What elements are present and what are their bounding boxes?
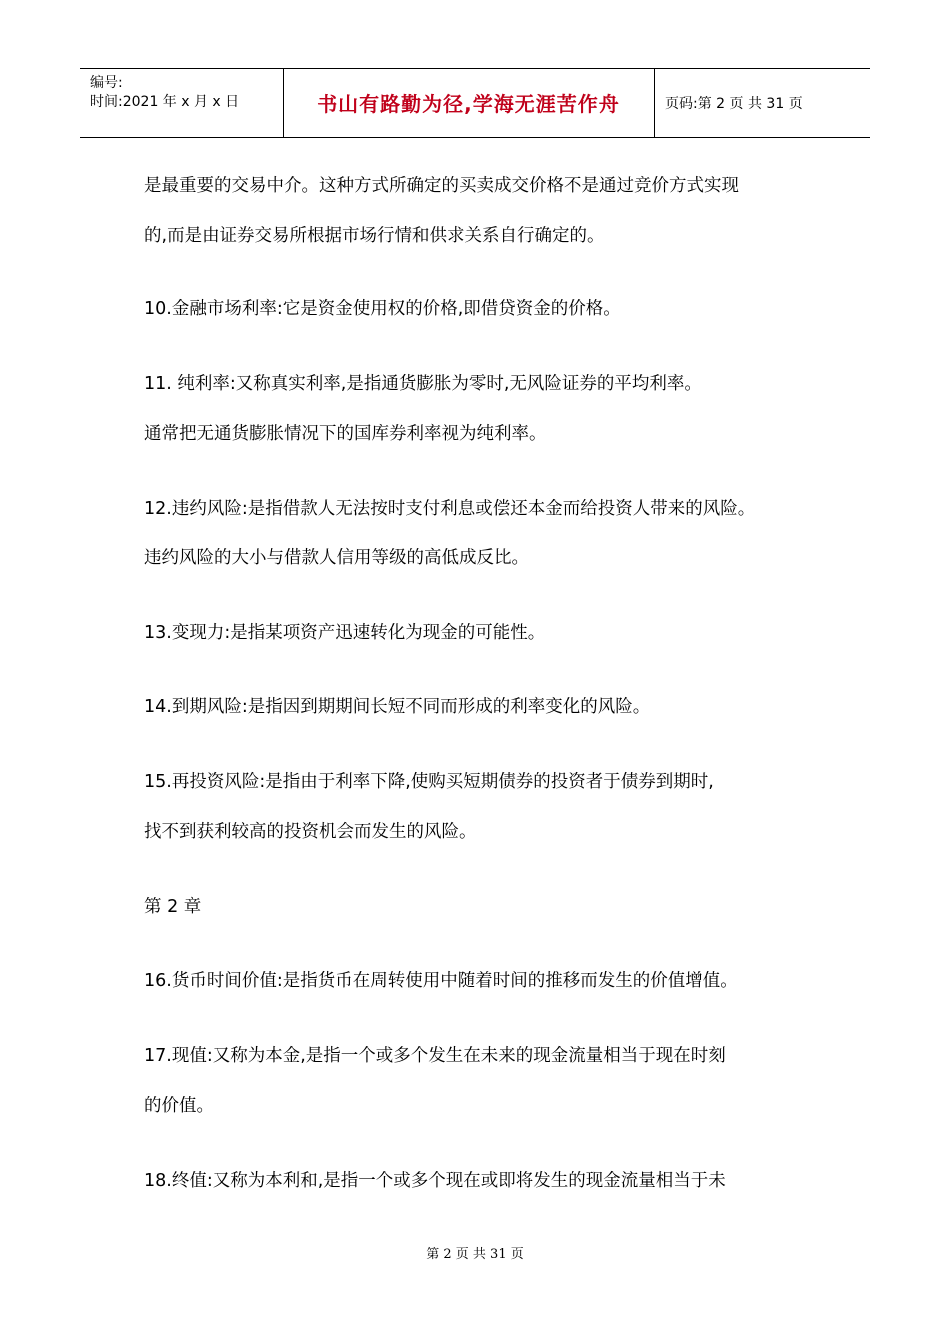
body-line: 16.货币时间价值:是指货币在周转使用中随着时间的推移而发生的价值增值。 [144,971,738,991]
header-motto: 书山有路勤为径,学海无涯苦作舟 [317,92,620,116]
body-line: 10.金融市场利率:它是资金使用权的价格,即借贷资金的价格。 [144,299,621,319]
body-line: 12.违约风险:是指借款人无法按时支付利息或偿还本金而给投资人带来的风险。 [144,499,756,519]
body-line: 通常把无通货膨胀情况下的国库券利率视为纯利率。 [144,424,547,444]
body-line: 15.再投资风险:是指由于利率下降,使购买短期债券的投资者于债券到期时, [144,772,714,792]
body-line: 的价值。 [144,1096,214,1116]
header-page-cell [655,69,870,137]
body-line: 的,而是由证券交易所根据市场行情和供求关系自行确定的。 [144,226,605,246]
body-line: 18.终值:又称为本利和,是指一个或多个现在或即将发生的现金流量相当于未 [144,1171,726,1191]
body-line: 14.到期风险:是指因到期期间长短不同而形成的利率变化的风险。 [144,697,651,717]
header-motto-cell [283,69,655,137]
chapter-heading: 第 2 章 [144,897,202,917]
header-meta-cell [80,69,284,137]
body-line: 11. 纯利率:又称真实利率,是指通货膨胀为零时,无风险证券的平均利率。 [144,374,702,394]
document-header [80,68,870,138]
body-line: 13.变现力:是指某项资产迅速转化为现金的可能性。 [144,623,546,643]
header-number-label: 编号: [90,75,123,91]
body-line: 是最重要的交易中介。这种方式所确定的买卖成交价格不是通过竞价方式实现 [144,176,739,196]
body-line: 找不到获利较高的投资机会而发生的风险。 [144,822,477,842]
body-line: 违约风险的大小与借款人信用等级的高低成反比。 [144,548,529,568]
header-page-code: 页码:第 2 页 共 31 页 [665,96,803,112]
body-line: 17.现值:又称为本金,是指一个或多个发生在未来的现金流量相当于现在时刻 [144,1046,726,1066]
header-time-label: 时间:2021 年 x 月 x 日 [90,94,240,110]
page-footer: 第 2 页 共 31 页 [426,1247,524,1262]
